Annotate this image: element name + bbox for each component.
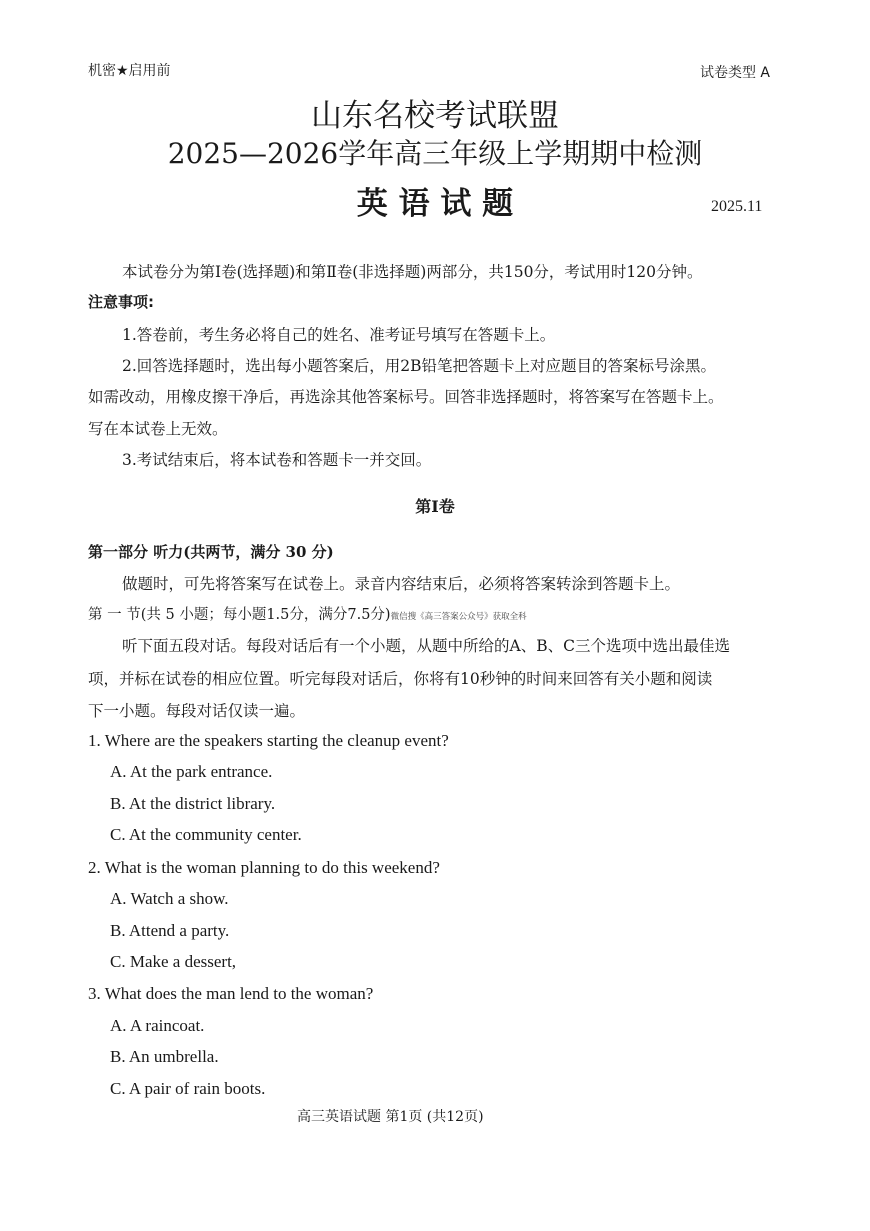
directions-line-1: 听下面五段对话。每段对话后有一个小题，从题中所给的A、B、C三个选项中选出最佳选 [122,637,730,655]
part1-instruction: 做题时，可先将答案写在试卷上。录音内容结束后，必须将答案转涂到答题卡上。 [122,575,681,593]
question-3-option-a: A. A raincoat. [110,1016,205,1035]
question-1-option-a: A. At the park entrance. [110,762,273,781]
question-2-option-a: A. Watch a show. [110,889,229,908]
section1-heading-row [88,603,527,624]
subject-title: 英 语 试 题 [356,186,514,222]
part1-heading: 第一部分 听力(共两节，满分 30 分) [88,543,334,561]
notes-item-2-line-2: 如需改动，用橡皮擦干净后，再选涂其他答案标号。回答非选择题时，将答案写在答题卡上。 [88,388,724,406]
question-1-stem: 1. Where are the speakers starting the cleanup event? [88,731,449,750]
question-3-option-c: C. A pair of rain boots. [110,1079,266,1098]
notes-heading: 注意事项: [88,293,154,311]
question-3-stem: 3. What does the man lend to the woman? [88,984,374,1003]
question-1-option-c: C. At the community center. [110,825,302,844]
notes-item-2-line-3: 写在本试卷上无效。 [88,420,228,438]
section1-watermark-note: 微信搜《高三答案公众号》获取全科 [390,612,527,622]
exam-date: 2025.11 [711,198,763,215]
exam-title: 2025—2026学年高三年级上学期期中检测 [167,137,703,170]
page-footer: 高三英语试题 第1页 (共12页) [297,1109,484,1125]
question-2-stem: 2. What is the woman planning to do this weekend? [88,858,440,877]
question-2-option-b: B. Attend a party. [110,921,230,940]
question-3-option-b: B. An umbrella. [110,1047,219,1066]
alliance-title: 山东名校考试联盟 [311,98,559,134]
section1-heading: 第 一 节(共 5 小题；每小题1.5分，满分7.5分) [88,607,391,623]
directions-line-2: 项，并标在试卷的相应位置。听完每段对话后，你将有10秒钟的时间来回答有关小题和阅读 [88,670,713,688]
question-1-option-b: B. At the district library. [110,794,276,813]
question-2-option-c: C. Make a dessert, [110,952,237,971]
confidential-label: 机密★启用前 [88,63,171,79]
intro-text: 本试卷分为第Ⅰ卷(选择题)和第Ⅱ卷(非选择题)两部分，共150分，考试用时120分钟。 [122,263,703,281]
directions-line-3: 下一小题。每段对话仅读一遍。 [88,702,306,720]
notes-item-3: 3.考试结束后，将本试卷和答题卡一并交回。 [122,451,432,469]
paper-type-label: 试卷类型 A [699,65,770,81]
notes-item-1: 1.答卷前，考生务必将自己的姓名、准考证号填写在答题卡上。 [122,326,556,344]
volume-title: 第Ⅰ卷 [415,497,455,516]
notes-item-2-line-1: 2.回答选择题时，选出每小题答案后，用2B铅笔把答题卡上对应题目的答案标号涂黑。 [122,357,717,375]
